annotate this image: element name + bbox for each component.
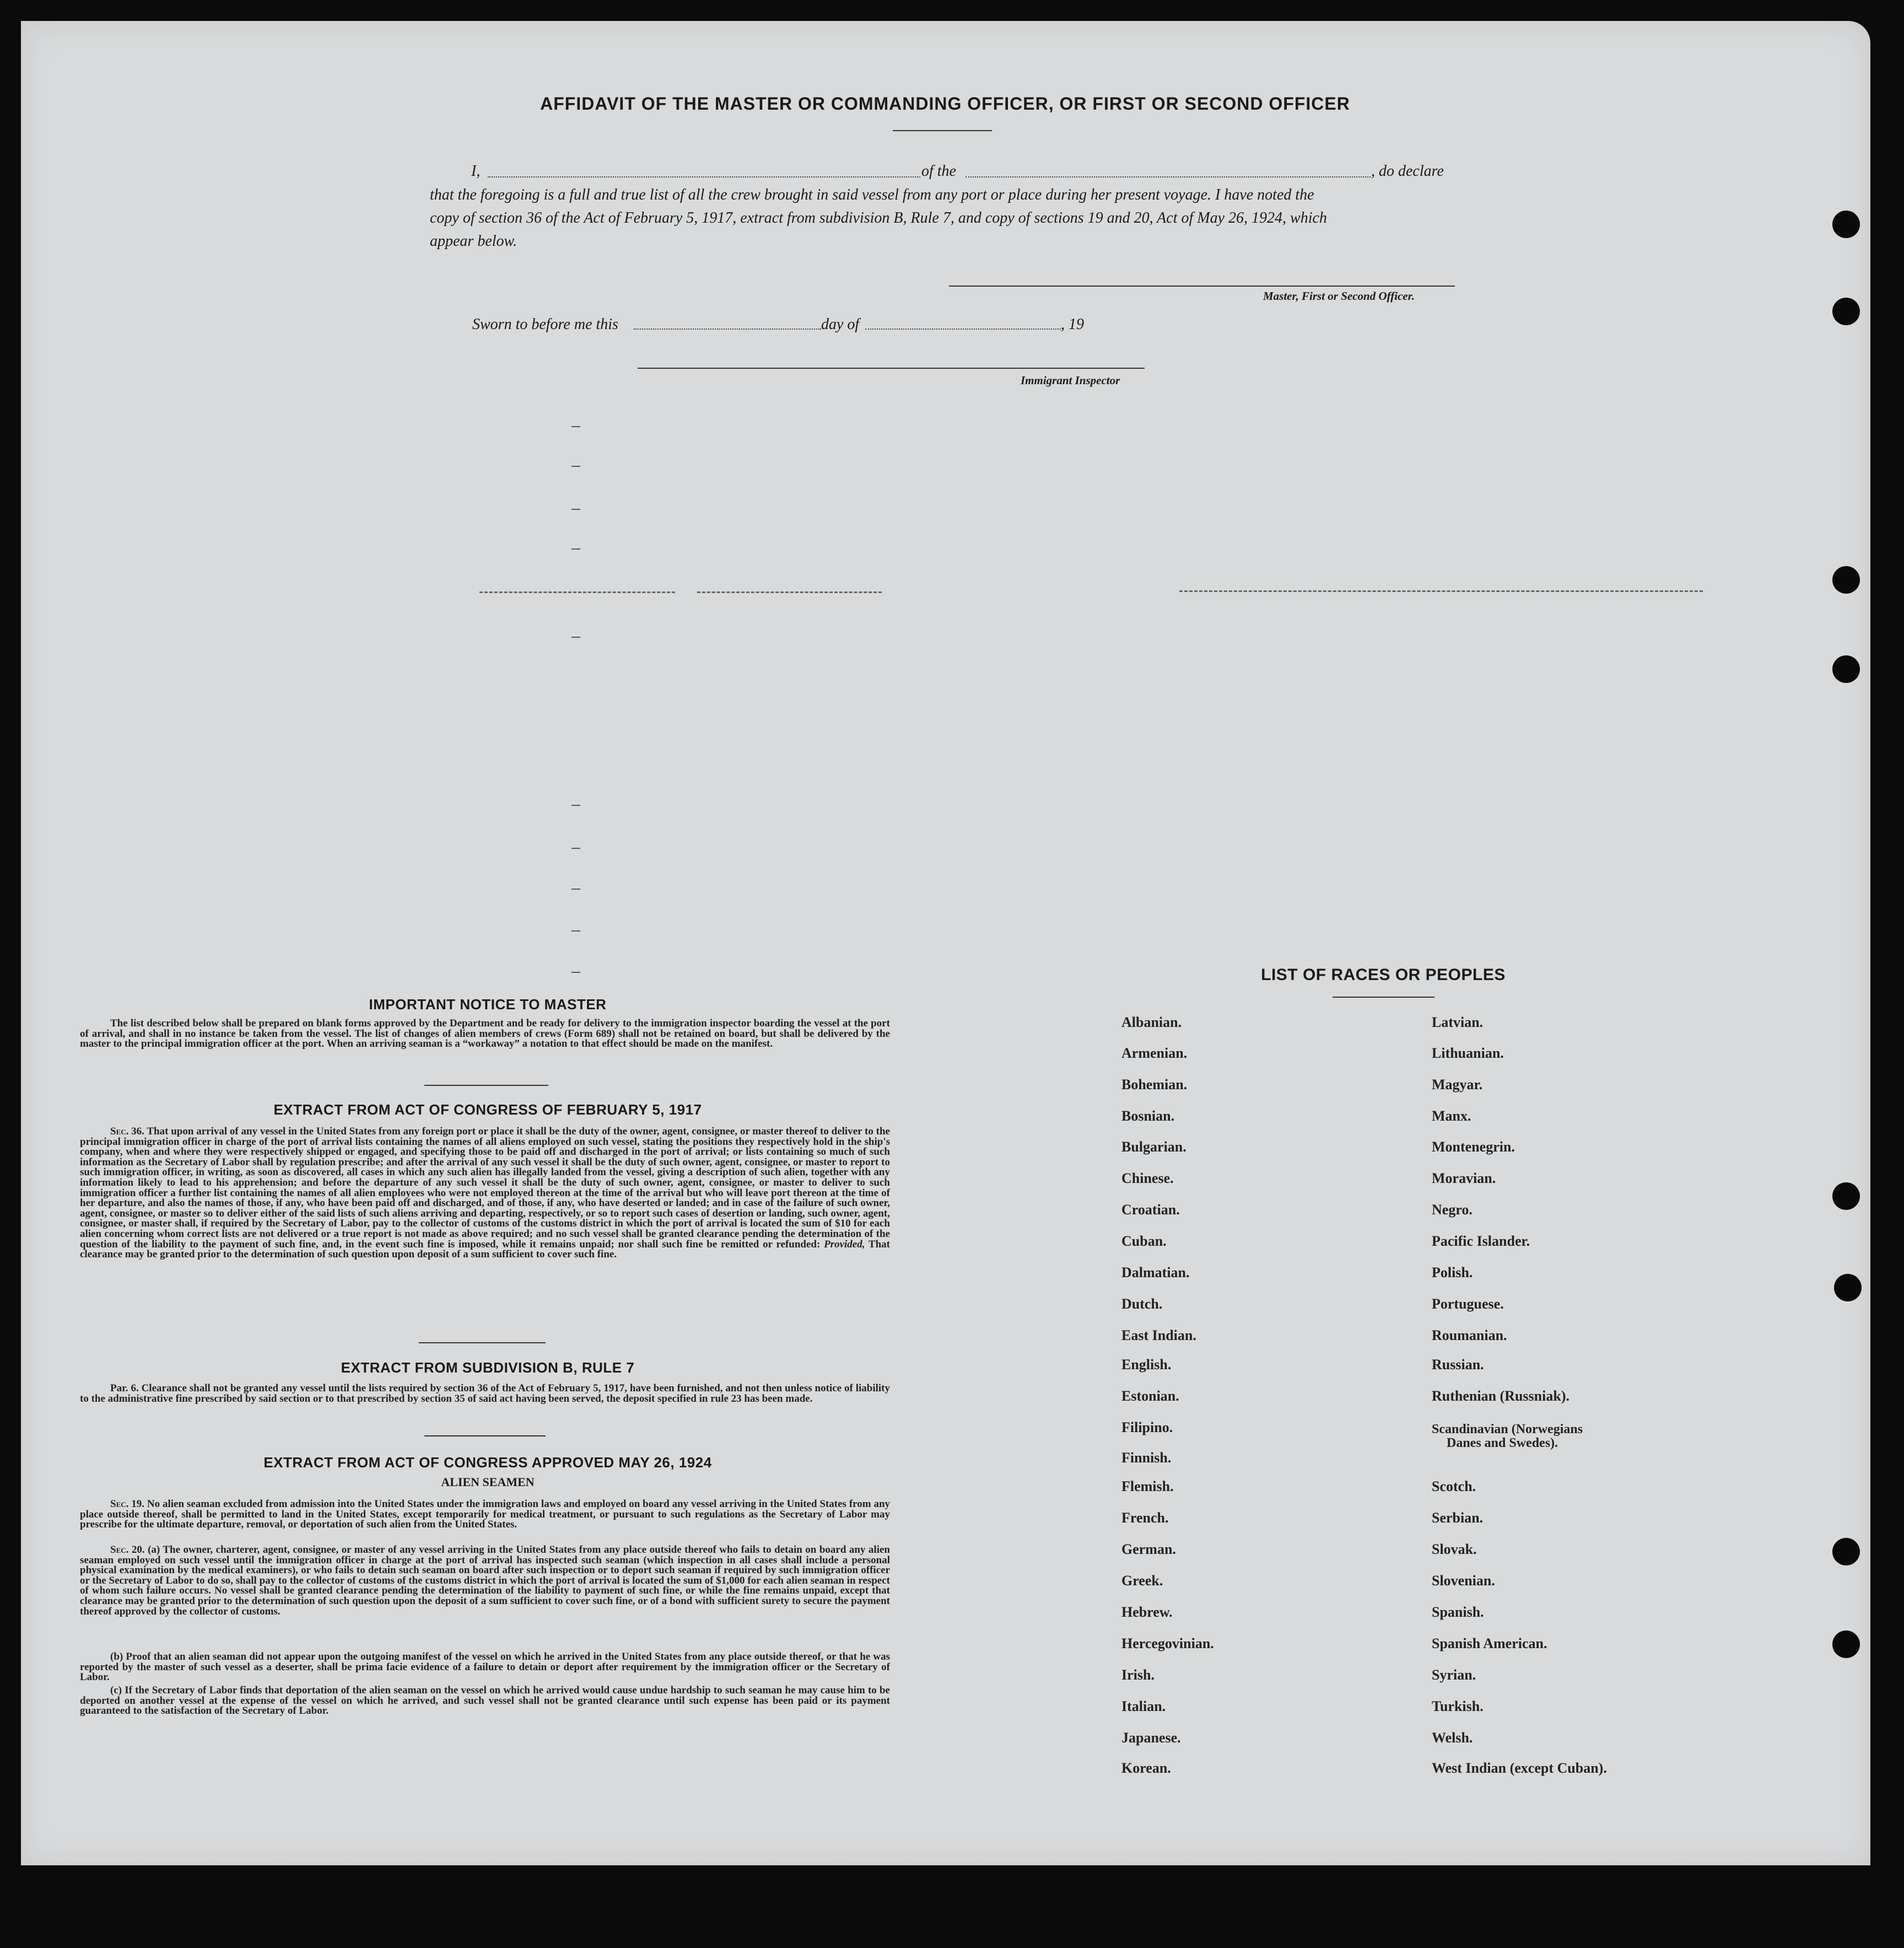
sec-20a-body [80,1545,890,1617]
race-item: Albanian. [1121,1014,1182,1030]
blank-mark [571,509,580,510]
punch-hole [1832,1630,1860,1658]
race-item: Korean. [1121,1760,1171,1776]
race-item: Croatian. [1121,1202,1180,1218]
race-item: Roumanian. [1432,1327,1507,1343]
decl-of-the: of the [921,163,956,180]
punch-hole [1832,566,1860,594]
sworn-text: Sworn to before me this [472,316,618,333]
sworn-month-field[interactable] [865,329,1061,330]
race-item: Bohemian. [1121,1077,1188,1093]
blank-mark [571,972,580,973]
race-item: Ruthenian (Russniak). [1432,1388,1569,1404]
race-item: German. [1121,1541,1176,1557]
race-item: Irish. [1121,1667,1155,1683]
dashed-line [1179,590,1703,592]
race-item: Scandinavian (Norwegians [1432,1422,1583,1436]
race-item: Montenegrin. [1432,1139,1515,1155]
blank-mark [571,805,580,806]
race-item: French. [1121,1510,1169,1526]
race-item: East Indian. [1121,1327,1196,1343]
sec-20-label: Sec. 20. [110,1544,145,1556]
master-signature-line[interactable] [949,286,1455,287]
extract-1917-body [80,1127,890,1260]
decl-line-3: copy of section 36 of the Act of February 5, 1917, extract from subdivision B, Rule 7, and copy of sections 19 and 20, Act of May 26, 1924, which [430,209,1327,227]
race-item: Finnish. [1121,1450,1172,1466]
race-item: Flemish. [1121,1478,1174,1494]
race-item: Syrian. [1432,1667,1476,1683]
race-item: Serbian. [1432,1510,1484,1526]
race-item: West Indian (except Cuban). [1432,1760,1607,1776]
rule7-title: EXTRACT FROM SUBDIVISION B, RULE 7 [341,1359,635,1376]
sec-36-tail: That clearance may be granted prior to the determination of such question upon deposit of a sum sufficient to cover such fine. [80,1238,890,1261]
race-item: Chinese. [1121,1170,1174,1186]
race-item: Moravian. [1432,1170,1496,1186]
punch-hole [1832,211,1860,238]
race-item: Spanish American. [1432,1635,1547,1651]
title-divider [893,130,992,131]
race-item: Magyar. [1432,1077,1483,1093]
section-divider [419,1342,546,1343]
name-field[interactable] [488,176,920,178]
sec-19-body [80,1499,890,1530]
master-signature-label: Master, First or Second Officer. [1263,289,1415,303]
alien-seamen-subtitle: ALIEN SEAMEN [441,1475,535,1489]
sec-19-text: No alien seaman excluded from admission into the United States under the immigration laws and employed on board any vessel arriving in the United States from any place outside thereof, shall be permitted to land in the United States, except temporarily for medical treatment, or pursuant to such regulations as the Secretary of Labor may prescribe for the ultimate departure, removal, or deportation of such alien from the United States. [80,1498,891,1531]
race-item: Italian. [1121,1698,1166,1714]
race-item: Hercegovinian. [1121,1635,1214,1651]
decl-line-4: appear below. [430,233,517,250]
race-item: Cuban. [1121,1233,1167,1249]
punch-hole [1832,298,1860,325]
punch-hole [1832,655,1860,683]
blank-mark [571,889,580,890]
blank-mark [571,848,580,849]
dashed-line [697,591,882,593]
race-item: Spanish. [1432,1604,1484,1620]
race-item: Greek. [1121,1573,1163,1589]
sec-36-text: That upon arrival of any vessel in the United States from any foreign port or place it shall be the duty of the owner, agent, consignee, or master thereof to deliver to the principal immigration officer in charge of the port of arrival lists containing the names of all aliens employed on such vessel, stating the positions they respectively hold in the ship's company, when and where they were respectively shipped or engaged, and specifying those to be paid off and discharged in the port of arrival; or lists containing so much of such information as the Secretary of Labor shall by regulation prescribe; and after the arrival of any such vessel it shall be the duty of such owner, agent, consignee, or master to report to such immigration officer, in writing, as soon as discovered, all cases in which any such alien has illegally landed from the vessel, giving a description of such alien, together with any information likely to lead to his apprehension; and before the departure of any such vessel it shall be the duty of such owner, agent, consignee, or master to deliver to such immigration officer a further list containing the names of all alien employees who were not employed thereon at the time of the arrival but who will leave port thereon at the time of her departure, and also the names of those, if any, who have been paid off and discharged, and of those, if any, who have deserted or landed; and in case of the failure of such owner, agent, consignee, or master so to deliver either of the said lists of such aliens arriving and departing, respectively, or so to report such cases of desertion or landing, such owner, agent, consignee, or master shall, if required by the Secretary of Labor, pay to the collector of customs of the customs district in which the port of arrival is located the sum of $10 for each alien concerning whom correct lists are not delivered or a true report is not made as above required; and no such vessel shall be granted clearance pending the determination of the question of the liability to the payment of such fine, and, in the event such fine is imposed, while it remains unpaid; nor shall such fine be remitted or refunded: [80,1126,890,1250]
race-item: Russian. [1432,1357,1484,1373]
notice-title: IMPORTANT NOTICE TO MASTER [369,996,607,1013]
sec-19-label: Sec. 19. [110,1498,145,1510]
blank-mark [571,930,580,932]
blank-mark [571,466,580,467]
sworn-day-field[interactable] [634,329,821,330]
sec-20a-text: (a) The owner, charterer, agent, consignee, or master of any vessel arriving in the United States from any place outside thereof who fails to detain on board any alien seaman employed on such vessel until the immigration officer in charge at the port of arrival has inspected such seaman (which inspection in all cases shall include a personal physical examination by the medical examiners), or who fails to detain such seaman on board after such inspection or to deport such seaman if required by such immigration officer or the Secretary of Labor to do so, shall pay to the collector of customs of the customs district in which the port of arrival is located the sum of $1,000 for each alien seaman in respect of whom such failure occurs. No vessel shall be granted clearance pending the determination of the liability to payment of such fine, or while the fine remains unpaid, except that clearance may be granted prior to the determination of such question upon the deposit of a sum sufficient to cover such fine, or of a bond with sufficient surety to secure the payment thereof approved by the collector of customs. [80,1544,890,1617]
punch-hole [1834,1274,1862,1301]
notice-body: The list described below shall be prepared on blank forms approved by the Department and be ready for delivery to the immigration inspector boarding the vessel at the port of arrival, and shall in no instance be taken from the vessel. The list of changes of alien members of crews (Form 689) shall not be retained on board, but shall be delivered by the master to the principal immigration officer at the port. When an arriving seaman is a “workaway” a notation to that effect should be made on the manifest. [80,1018,890,1050]
punch-hole [1832,1538,1860,1565]
race-item: Estonian. [1121,1388,1179,1404]
race-item: English. [1121,1357,1172,1373]
dashed-line [479,591,675,593]
race-item: Pacific Islander. [1432,1233,1530,1249]
race-item: Hebrew. [1121,1604,1173,1620]
race-item: Slovak. [1432,1541,1477,1557]
sec-36-label: Sec. 36. [110,1126,144,1137]
race-item: Welsh. [1432,1730,1473,1746]
race-item: Negro. [1432,1202,1473,1218]
decl-do-declare: , do declare [1371,163,1444,180]
race-item: Latvian. [1432,1014,1484,1030]
race-item: Bosnian. [1121,1108,1175,1124]
race-item: Slovenian. [1432,1573,1495,1589]
extract-1924-title: EXTRACT FROM ACT OF CONGRESS APPROVED MAY 26, 1924 [263,1454,712,1471]
extract-1917-title: EXTRACT FROM ACT OF CONGRESS OF FEBRUARY 5, 1917 [273,1101,702,1118]
race-item: Turkish. [1432,1698,1484,1714]
blank-mark [571,548,580,550]
race-item: Dutch. [1121,1296,1163,1312]
year-prefix: , 19 [1061,316,1084,333]
races-divider [1333,997,1434,998]
decl-i: I, [471,163,481,180]
race-item: Lithuanian. [1432,1045,1504,1061]
inspector-signature-line[interactable] [638,368,1145,369]
race-item: Manx. [1432,1108,1471,1124]
race-item: Japanese. [1121,1730,1181,1746]
rule7-body: Par. 6. Clearance shall not be granted any vessel until the lists required by section 36 of the Act of February 5, 1917, have been furnished, and not then unless notice of liability to the administrative fine prescribed by said section or to that prescribed by section 35 of said act having been served, the deposit specified in rule 23 has been made. [80,1382,890,1405]
inspector-label: Immigrant Inspector [1021,374,1120,387]
vessel-field[interactable] [966,176,1371,178]
race-item: Armenian. [1121,1045,1188,1061]
decl-line-2: that the foregoing is a full and true list of all the crew brought in said vessel from any port or place during her present voyage. I have noted the [430,186,1314,203]
race-item: Polish. [1432,1264,1473,1280]
section-divider [424,1085,548,1086]
day-of-label: day of [821,316,860,333]
affidavit-title: AFFIDAVIT OF THE MASTER OR COMMANDING OFFICER, OR FIRST OR SECOND OFFICER [540,94,1350,114]
punch-hole [1832,1182,1860,1210]
race-item: Dalmatian. [1121,1264,1190,1280]
race-item: Portuguese. [1432,1296,1504,1312]
blank-mark [571,426,580,427]
race-item: Bulgarian. [1121,1139,1186,1155]
race-item: Filipino. [1121,1419,1173,1435]
sec-20c-body: (c) If the Secretary of Labor finds that deportation of the alien seaman on the vessel on which he arrived would cause undue hardship to such seaman he may cause him to be deported on another vessel at the expense of the vessel on which he arrived, and such vessel shall not be granted clearance until such expense has been paid or its payment guaranteed to the satisfaction of the Secretary of Labor. [80,1685,890,1717]
sec-20b-body: (b) Proof that an alien seaman did not appear upon the outgoing manifest of the vessel on which he arrived in the United States from any place outside thereof, or that he was reported by the master of such vessel as a deserter, shall be prima facie evidence of a failure to detain or deport after requirement by the immigration officer or the Secretary of Labor. [80,1651,890,1683]
blank-mark [571,637,580,638]
races-title: LIST OF RACES OR PEOPLES [1261,966,1506,984]
race-item: Scotch. [1432,1478,1476,1494]
race-item: Danes and Swedes). [1447,1436,1558,1450]
provided-word: Provided, [824,1238,865,1250]
section-divider [424,1435,546,1436]
